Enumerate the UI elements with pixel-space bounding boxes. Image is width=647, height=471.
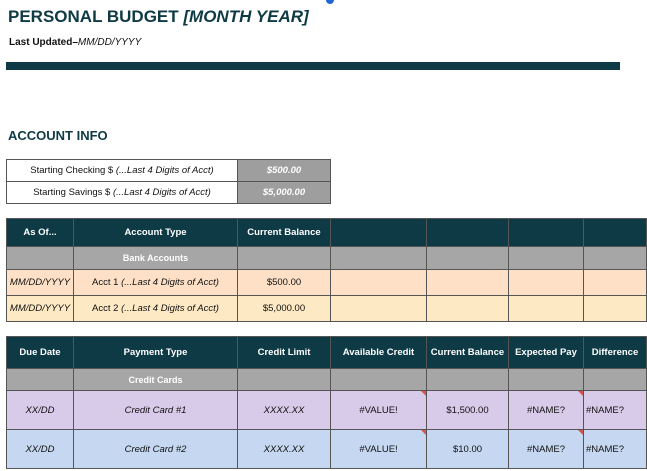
header-account-type[interactable]: Account Type [74,219,238,247]
group-cell[interactable] [238,369,331,391]
header-current-balance[interactable]: Current Balance [427,337,509,369]
header-current-balance[interactable]: Current Balance [238,219,331,247]
table-header-row [7,337,647,369]
starting-checking-label[interactable]: Starting Checking $ (...Last 4 Digits of Acct) [7,160,238,182]
group-cell[interactable] [331,369,427,391]
available-credit-cell[interactable]: #VALUE! [331,391,427,430]
group-row [7,247,647,270]
selection-indicator [326,0,334,4]
header-divider-bar [6,62,620,70]
group-row [7,369,647,391]
header-expected-pay[interactable]: Expected Pay [509,337,584,369]
current-balance-cell[interactable]: $10.00 [427,430,509,469]
table-row [7,270,647,296]
empty-cell[interactable] [509,296,584,322]
payment-type-cell[interactable]: Credit Card #1 [74,391,238,430]
table-header-row [7,219,647,247]
header-empty[interactable] [427,219,509,247]
balance-cell[interactable]: $500.00 [238,270,331,296]
bank-accounts-table [6,218,647,322]
difference-cell[interactable]: #NAME? [584,391,647,430]
group-cell[interactable] [584,369,647,391]
last-updated-value[interactable]: MM/DD/YYYY [77,37,142,48]
table-row [7,182,331,204]
empty-cell[interactable] [584,296,647,322]
due-date-cell[interactable]: XX/DD [7,430,74,469]
starting-savings-value[interactable]: $5,000.00 [238,182,331,204]
section-title: ACCOUNT INFO [8,128,108,143]
difference-cell[interactable]: #NAME? [584,430,647,469]
header-difference[interactable]: Difference [584,337,647,369]
starting-savings-label[interactable]: Starting Savings $ (...Last 4 Digits of Acct) [7,182,238,204]
group-cell[interactable] [427,369,509,391]
group-cell[interactable] [427,247,509,270]
group-cell[interactable] [7,247,74,270]
starting-balances-table [6,159,331,204]
account-type-cell[interactable]: Acct 1 (...Last 4 Digits of Acct) [74,270,238,296]
group-cell[interactable] [7,369,74,391]
group-cell[interactable] [509,369,584,391]
group-cell[interactable] [509,247,584,270]
header-credit-limit[interactable]: Credit Limit [238,337,331,369]
group-cell[interactable] [238,247,331,270]
last-updated: Last Updated–MM/DD/YYYY [9,37,142,48]
empty-cell[interactable] [331,270,427,296]
table-row [7,391,647,430]
header-available-credit[interactable]: Available Credit [331,337,427,369]
header-empty[interactable] [331,219,427,247]
balance-cell[interactable]: $5,000.00 [238,296,331,322]
header-as-of[interactable]: As Of... [7,219,74,247]
empty-cell[interactable] [584,270,647,296]
as-of-cell[interactable]: MM/DD/YYYY [7,270,74,296]
expected-pay-cell[interactable]: #NAME? [509,430,584,469]
as-of-cell[interactable]: MM/DD/YYYY [7,296,74,322]
group-label-credit-cards[interactable]: Credit Cards [74,369,238,391]
page-title: PERSONAL BUDGET [MONTH YEAR] [8,7,309,26]
table-row [7,296,647,322]
empty-cell[interactable] [427,296,509,322]
expected-pay-cell[interactable]: #NAME? [509,391,584,430]
empty-cell[interactable] [331,296,427,322]
due-date-cell[interactable]: XX/DD [7,391,74,430]
payment-type-cell[interactable]: Credit Card #2 [74,430,238,469]
current-balance-cell[interactable]: $1,500.00 [427,391,509,430]
header-due-date[interactable]: Due Date [7,337,74,369]
group-label-bank-accounts[interactable]: Bank Accounts [74,247,238,270]
header-empty[interactable] [584,219,647,247]
empty-cell[interactable] [427,270,509,296]
credit-limit-cell[interactable]: XXXX.XX [238,391,331,430]
empty-cell[interactable] [509,270,584,296]
account-type-cell[interactable]: Acct 2 (...Last 4 Digits of Acct) [74,296,238,322]
starting-checking-value[interactable]: $500.00 [238,160,331,182]
table-row [7,160,331,182]
header-empty[interactable] [509,219,584,247]
credit-limit-cell[interactable]: XXXX.XX [238,430,331,469]
available-credit-cell[interactable]: #VALUE! [331,430,427,469]
group-cell[interactable] [584,247,647,270]
group-cell[interactable] [331,247,427,270]
table-row [7,430,647,469]
credit-cards-table [6,336,647,469]
header-payment-type[interactable]: Payment Type [74,337,238,369]
